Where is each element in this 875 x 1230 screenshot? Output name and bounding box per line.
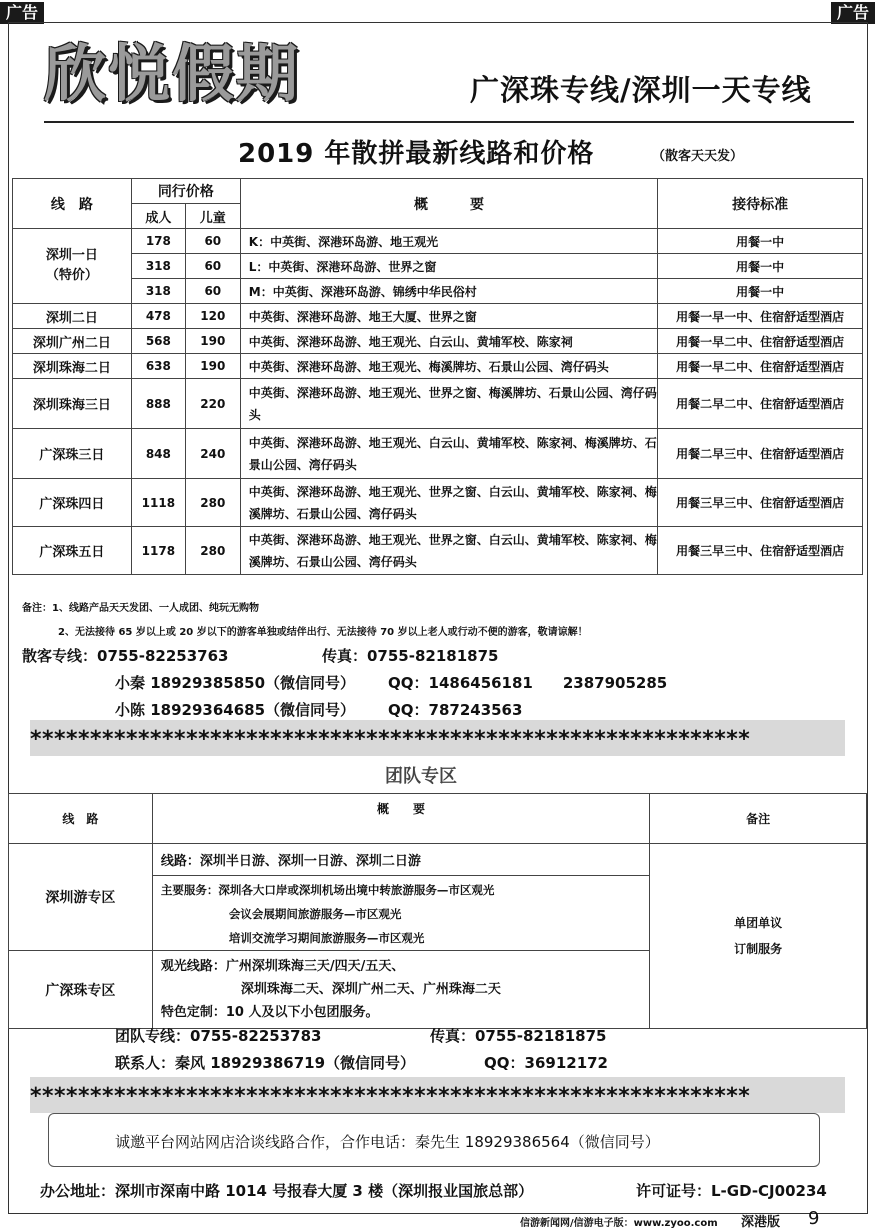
header-summary: 概 要 bbox=[240, 179, 657, 229]
team-fax: 传真：0755-82181875 bbox=[430, 1027, 607, 1045]
header-rule bbox=[44, 121, 854, 123]
adult-price: 848 bbox=[131, 429, 185, 479]
route-summary: 中英街、深港环岛游、地王观光、世界之窗、白云山、黄埔军校、陈家祠、梅溪牌坊、石景山公园、湾仔码头 bbox=[240, 479, 657, 527]
child-price: 60 bbox=[185, 229, 240, 254]
header-standard: 接待标准 bbox=[658, 179, 863, 229]
contact-qq-1: QQ：1486456181 2387905285 bbox=[388, 674, 668, 692]
retail-line: 散客专线：0755-82253763 bbox=[22, 647, 229, 665]
adult-price: 478 bbox=[131, 304, 185, 329]
team-remark-line: 单团单议 bbox=[734, 916, 783, 930]
child-price: 280 bbox=[185, 527, 240, 575]
route-summary: K：中英街、深港环岛游、地王观光 bbox=[240, 229, 657, 254]
child-price: 190 bbox=[185, 354, 240, 379]
route-name: 深圳珠海三日 bbox=[13, 379, 132, 429]
child-price: 220 bbox=[185, 379, 240, 429]
brand-logo: 欣悦假期 bbox=[44, 37, 301, 110]
zone-shenzhen-service: 主要服务：深圳各大口岸或深圳机场出境中转旅游服务—市区观光 bbox=[160, 883, 495, 897]
license-number: 许可证号：L-GD-CJ00234 bbox=[636, 1182, 827, 1200]
child-price: 280 bbox=[185, 479, 240, 527]
route-standard: 用餐一早一中、住宿舒适型酒店 bbox=[658, 304, 863, 329]
child-price: 60 bbox=[185, 254, 240, 279]
adult-price: 318 bbox=[131, 279, 185, 304]
route-price-table bbox=[12, 178, 863, 575]
route-name-line: （特价） bbox=[45, 268, 98, 283]
adult-price: 888 bbox=[131, 379, 185, 429]
edition-label: 深港版 bbox=[741, 1215, 781, 1230]
page-title: 2019 年散拼最新线路和价格 bbox=[238, 139, 595, 169]
team-header-remark: 备注 bbox=[650, 794, 867, 844]
route-name: 广深珠三日 bbox=[13, 429, 132, 479]
note-1: 备注：1、线路产品天天发团、一人成团、纯玩无购物 bbox=[22, 603, 259, 614]
route-standard: 用餐一早二中、住宿舒适型酒店 bbox=[658, 329, 863, 354]
route-name: 深圳广州二日 bbox=[13, 329, 132, 354]
publisher-line: 信游新闻网/信游电子版：www.zyoo.com bbox=[520, 1218, 718, 1229]
route-name-line: 深圳一日 bbox=[45, 248, 98, 263]
route-standard: 用餐三早三中、住宿舒适型酒店 bbox=[658, 527, 863, 575]
zone-shenzhen-label: 深圳游专区 bbox=[9, 844, 153, 951]
team-remark bbox=[650, 844, 867, 1029]
adult-price: 1118 bbox=[131, 479, 185, 527]
zone-gsz-line: 观光线路：广州深圳珠海三天/四天/五天、 bbox=[160, 959, 405, 974]
team-section-title: 团队专区 bbox=[385, 766, 457, 787]
zone-shenzhen-service: 培训交流学习期间旅游服务—市区观光 bbox=[228, 931, 425, 945]
route-name: 广深珠五日 bbox=[13, 527, 132, 575]
team-contact-person: 联系人：秦风 18929386719（微信同号） bbox=[115, 1054, 416, 1072]
child-price: 190 bbox=[185, 329, 240, 354]
route-summary: M：中英街、深港环岛游、锦绣中华民俗村 bbox=[240, 279, 657, 304]
child-price: 60 bbox=[185, 279, 240, 304]
route-standard: 用餐一早二中、住宿舒适型酒店 bbox=[658, 354, 863, 379]
route-summary: 中英街、深港环岛游、地王观光、世界之窗、梅溪牌坊、石景山公园、湾仔码头 bbox=[240, 379, 657, 429]
ad-tag-right: 广告 bbox=[831, 2, 875, 24]
contact-person-1: 小秦 18929385850（微信同号） bbox=[115, 674, 356, 692]
office-address: 办公地址：深圳市深南中路 1014 号报春大厦 3 楼（深圳报业国旅总部） bbox=[40, 1182, 534, 1200]
invite-text: 诚邀平台网站网店洽谈线路合作，合作电话：秦先生 18929386564（微信同号） bbox=[115, 1133, 660, 1151]
team-remark-line: 订制服务 bbox=[734, 942, 783, 956]
route-standard: 用餐二早三中、住宿舒适型酒店 bbox=[658, 429, 863, 479]
adult-price: 638 bbox=[131, 354, 185, 379]
adult-price: 178 bbox=[131, 229, 185, 254]
route-name: 广深珠四日 bbox=[13, 479, 132, 527]
header-adult: 成人 bbox=[131, 204, 185, 229]
route-summary: L：中英街、深港环岛游、世界之窗 bbox=[240, 254, 657, 279]
route-name: 深圳珠海二日 bbox=[13, 354, 132, 379]
team-header-route: 线 路 bbox=[9, 794, 153, 844]
route-standard: 用餐三早三中、住宿舒适型酒店 bbox=[658, 479, 863, 527]
ad-tag-left: 广告 bbox=[0, 2, 44, 24]
team-contact-qq: QQ：36912172 bbox=[484, 1054, 608, 1072]
route-summary: 中英街、深港环岛游、地王观光、白云山、黄埔军校、陈家祠、梅溪牌坊、石景山公园、湾仔码头 bbox=[240, 429, 657, 479]
zone-gsz-label: 广深珠专区 bbox=[9, 951, 153, 1029]
child-price: 240 bbox=[185, 429, 240, 479]
team-header-summary: 概 要 bbox=[152, 794, 649, 844]
zone-shenzhen-line: 线路：深圳半日游、深圳一日游、深圳二日游 bbox=[153, 844, 649, 876]
zone-gsz-line: 特色定制：10 人及以下小包团服务。 bbox=[160, 1005, 379, 1020]
route-name bbox=[13, 229, 132, 304]
retail-fax: 传真：0755-82181875 bbox=[322, 647, 499, 665]
header-route: 线 路 bbox=[13, 179, 132, 229]
contact-person-2: 小陈 18929364685（微信同号） bbox=[115, 701, 356, 719]
child-price: 120 bbox=[185, 304, 240, 329]
page-number: 9 bbox=[808, 1208, 820, 1229]
zone-shenzhen-detail bbox=[152, 844, 649, 951]
adult-price: 1178 bbox=[131, 527, 185, 575]
header-peer-price: 同行价格 bbox=[131, 179, 240, 204]
note-2: 2、无法接待 65 岁以上或 20 岁以下的游客单独或结伴出行、无法接待 70 岁以上老人或行动不便的游客，敬请谅解！ bbox=[58, 627, 588, 638]
route-standard: 用餐一中 bbox=[658, 229, 863, 254]
route-standard: 用餐一中 bbox=[658, 279, 863, 304]
zone-gsz-line: 深圳珠海二天、深圳广州二天、广州珠海二天 bbox=[240, 982, 501, 997]
adult-price: 318 bbox=[131, 254, 185, 279]
route-summary: 中英街、深港环岛游、地王观光、白云山、黄埔军校、陈家祠 bbox=[240, 329, 657, 354]
contact-qq-2: QQ：787243563 bbox=[388, 701, 523, 719]
route-summary: 中英街、深港环岛游、地王观光、梅溪牌坊、石景山公园、湾仔码头 bbox=[240, 354, 657, 379]
route-name: 深圳二日 bbox=[13, 304, 132, 329]
team-line: 团队专线：0755-82253783 bbox=[115, 1027, 322, 1045]
header-child: 儿童 bbox=[185, 204, 240, 229]
team-table bbox=[8, 793, 867, 1029]
star-divider: ************************************************************ bbox=[30, 1077, 845, 1113]
route-standard: 用餐一中 bbox=[658, 254, 863, 279]
star-divider: ************************************************************ bbox=[30, 720, 845, 756]
zone-gsz-detail bbox=[152, 951, 649, 1029]
adult-price: 568 bbox=[131, 329, 185, 354]
brand-tagline: 广深珠专线/深圳一天专线 bbox=[470, 73, 812, 107]
title-note: （散客天天发） bbox=[652, 149, 744, 164]
route-summary: 中英街、深港环岛游、地王观光、世界之窗、白云山、黄埔军校、陈家祠、梅溪牌坊、石景山公园、湾仔码头 bbox=[240, 527, 657, 575]
zone-shenzhen-service: 会议会展期间旅游服务—市区观光 bbox=[228, 907, 402, 921]
route-summary: 中英街、深港环岛游、地王大厦、世界之窗 bbox=[240, 304, 657, 329]
route-standard: 用餐二早二中、住宿舒适型酒店 bbox=[658, 379, 863, 429]
